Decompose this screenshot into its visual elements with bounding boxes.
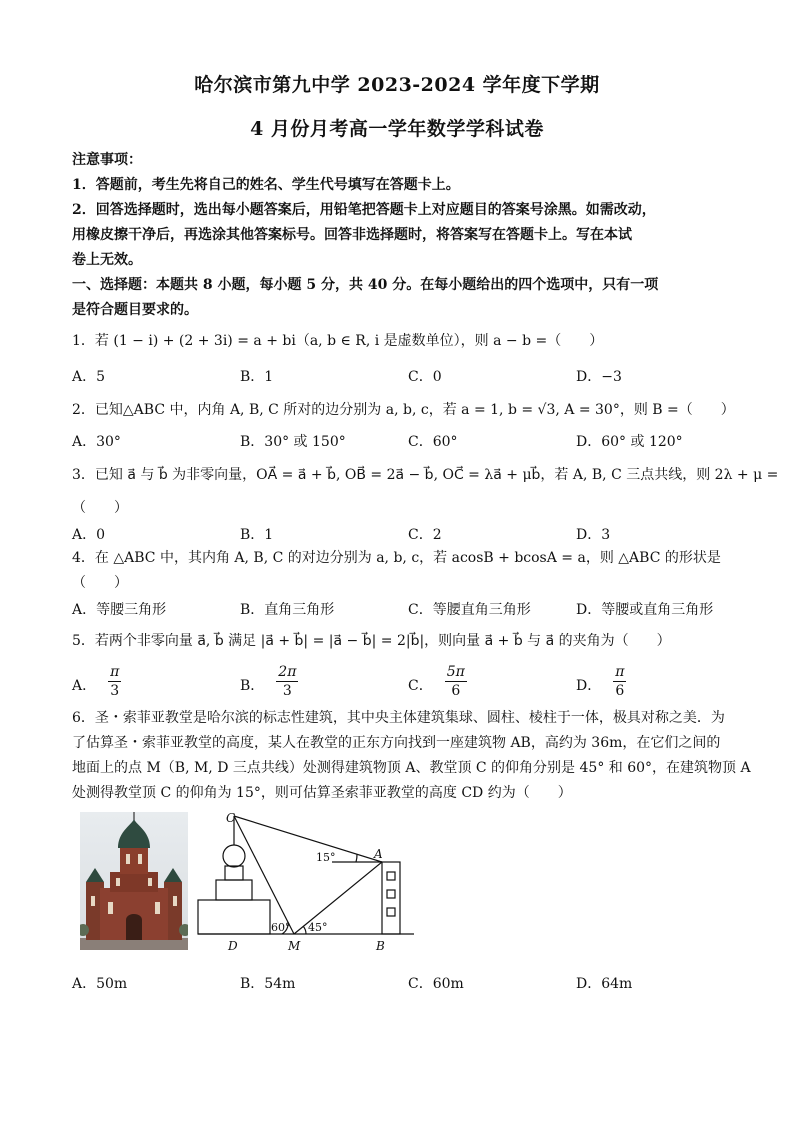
angle-45: 45°: [308, 921, 328, 934]
question-2-options: [72, 431, 724, 451]
question-6-stem-line1: 6．圣・索菲亚教堂是哈尔滨的标志性建筑，其中央主体建筑集球、圆柱、棱柱于一体，极具对称之美．为: [72, 710, 725, 726]
option-d[interactable]: D． $\frac{\pi}{6}$: [576, 664, 625, 699]
exam-subtitle: 4 月份月考高一学年数学学科试卷: [250, 118, 544, 140]
option-d[interactable]: D．3: [576, 527, 611, 543]
notice-item-2-line1: 2．回答选择题时，选出每小题答案后，用铅笔把答题卡上对应题目的答案号涂黑。如需改动，: [72, 202, 656, 218]
notice-item-2-line2: 用橡皮擦干净后，再选涂其他答案标号。回答非选择题时，将答案写在答题卡上。写在本试: [72, 227, 632, 243]
option-d[interactable]: D．60° 或 120°: [576, 434, 683, 450]
question-4-stem-line1: 4．在 △ABC 中，其内角 A, B, C 的对边分别为 a, b, c，若 acosB + bcosA = a，则 △ABC 的形状是: [72, 550, 721, 566]
question-6-stem-line4: 处测得教堂顶 C 的仰角为 15°，则可估算圣索菲亚教堂的高度 CD 约为（ ）: [72, 785, 572, 801]
option-a[interactable]: A．50m: [72, 976, 128, 992]
option-a[interactable]: A． $\frac{\pi}{3}$: [72, 664, 120, 699]
option-c[interactable]: C．60°: [408, 434, 458, 450]
question-3-stem-line2: （ ）: [72, 500, 128, 516]
fraction: $\frac{2\pi}{3}$: [278, 664, 297, 699]
notice-heading: 注意事项：: [72, 152, 142, 168]
option-b[interactable]: B． $\frac{2\pi}{3}$: [240, 664, 297, 699]
option-c[interactable]: C．60m: [408, 976, 464, 992]
option-b[interactable]: B．1: [240, 369, 274, 385]
option-c[interactable]: C．等腰直角三角形: [408, 602, 531, 618]
option-d[interactable]: D．−3: [576, 369, 622, 385]
option-a[interactable]: A．0: [72, 527, 106, 543]
label-b: B: [376, 939, 385, 953]
section-heading-line2: 是符合题目要求的。: [72, 302, 198, 318]
cathedral-photo: [80, 812, 188, 950]
question-1-options: [72, 366, 724, 386]
fraction: $\frac{\pi}{6}$: [615, 664, 625, 699]
question-5-stem: 5．若两个非零向量 a⃗, b⃗ 满足 |a⃗ + b⃗| = |a⃗ − b⃗| = 2|b⃗|，则向量 a⃗ + b⃗ 与 a⃗ 的夹角为（ ）: [72, 633, 671, 649]
label-d: D: [228, 939, 238, 953]
question-3-options: [72, 524, 724, 544]
question-2-stem: 2．已知△ABC 中，内角 A, B, C 所对的边分别为 a, b, c，若 a = 1, b = √3, A = 30°，则 B =（ ）: [72, 402, 735, 418]
question-5-options: [72, 664, 724, 700]
option-b[interactable]: B．54m: [240, 976, 296, 992]
exam-title: 哈尔滨市第九中学 2023-2024 学年度下学期: [194, 74, 600, 96]
question-6-stem-line3: 地面上的点 M（B, M, D 三点共线）处测得建筑物顶 A、教堂顶 C 的仰角分别是 45° 和 60°，在建筑物顶 A: [72, 760, 751, 776]
option-a[interactable]: A．等腰三角形: [72, 602, 167, 618]
option-a[interactable]: A．5: [72, 369, 106, 385]
option-b[interactable]: B．1: [240, 527, 274, 543]
option-c[interactable]: C．2: [408, 527, 442, 543]
question-4-stem-line2: （ ）: [72, 575, 128, 591]
fraction: $\frac{5\pi}{6}$: [446, 664, 465, 699]
section-heading-line1: 一、选择题：本题共 8 小题，每小题 5 分，共 40 分。在每小题给出的四个选项中，只有一项: [72, 277, 659, 293]
option-a[interactable]: A．30°: [72, 434, 121, 450]
angle-15: 15°: [316, 851, 336, 864]
question-6-stem-line2: 了估算圣・索菲亚教堂的高度，某人在教堂的正东方向找到一座建筑物 AB，高约为 36m，在它们之间的: [72, 735, 721, 751]
label-c: C: [226, 811, 236, 825]
label-m: M: [288, 939, 301, 953]
geometry-figure: [196, 810, 416, 960]
option-d[interactable]: D．64m: [576, 976, 633, 992]
label-a: A: [374, 847, 383, 861]
option-b[interactable]: B．直角三角形: [240, 602, 335, 618]
option-d[interactable]: D．等腰或直角三角形: [576, 602, 714, 618]
notice-item-2-line3: 卷上无效。: [72, 252, 142, 268]
question-4-options: [72, 599, 724, 619]
fraction: $\frac{\pi}{3}$: [110, 664, 120, 699]
question-3-stem-line1: 3．已知 a⃗ 与 b⃗ 为非零向量，OA⃗ = a⃗ + b⃗, OB⃗ = 2a⃗ − b⃗, OC⃗ = λa⃗ + μb⃗，若 A, B, C 三点共线，则 2λ + μ =: [72, 467, 779, 483]
question-6-options: [72, 973, 724, 993]
option-c[interactable]: C． $\frac{5\pi}{6}$: [408, 664, 465, 699]
question-1-stem: 1．若 (1 − i) + (2 + 3i) = a + bi（a, b ∈ R, i 是虚数单位），则 a − b =（ ）: [72, 333, 604, 349]
notice-item-1: 1．答题前，考生先将自己的姓名、学生代号填写在答题卡上。: [72, 177, 460, 193]
option-c[interactable]: C．0: [408, 369, 442, 385]
option-b[interactable]: B．30° 或 150°: [240, 434, 346, 450]
angle-60: 60°: [271, 921, 291, 934]
